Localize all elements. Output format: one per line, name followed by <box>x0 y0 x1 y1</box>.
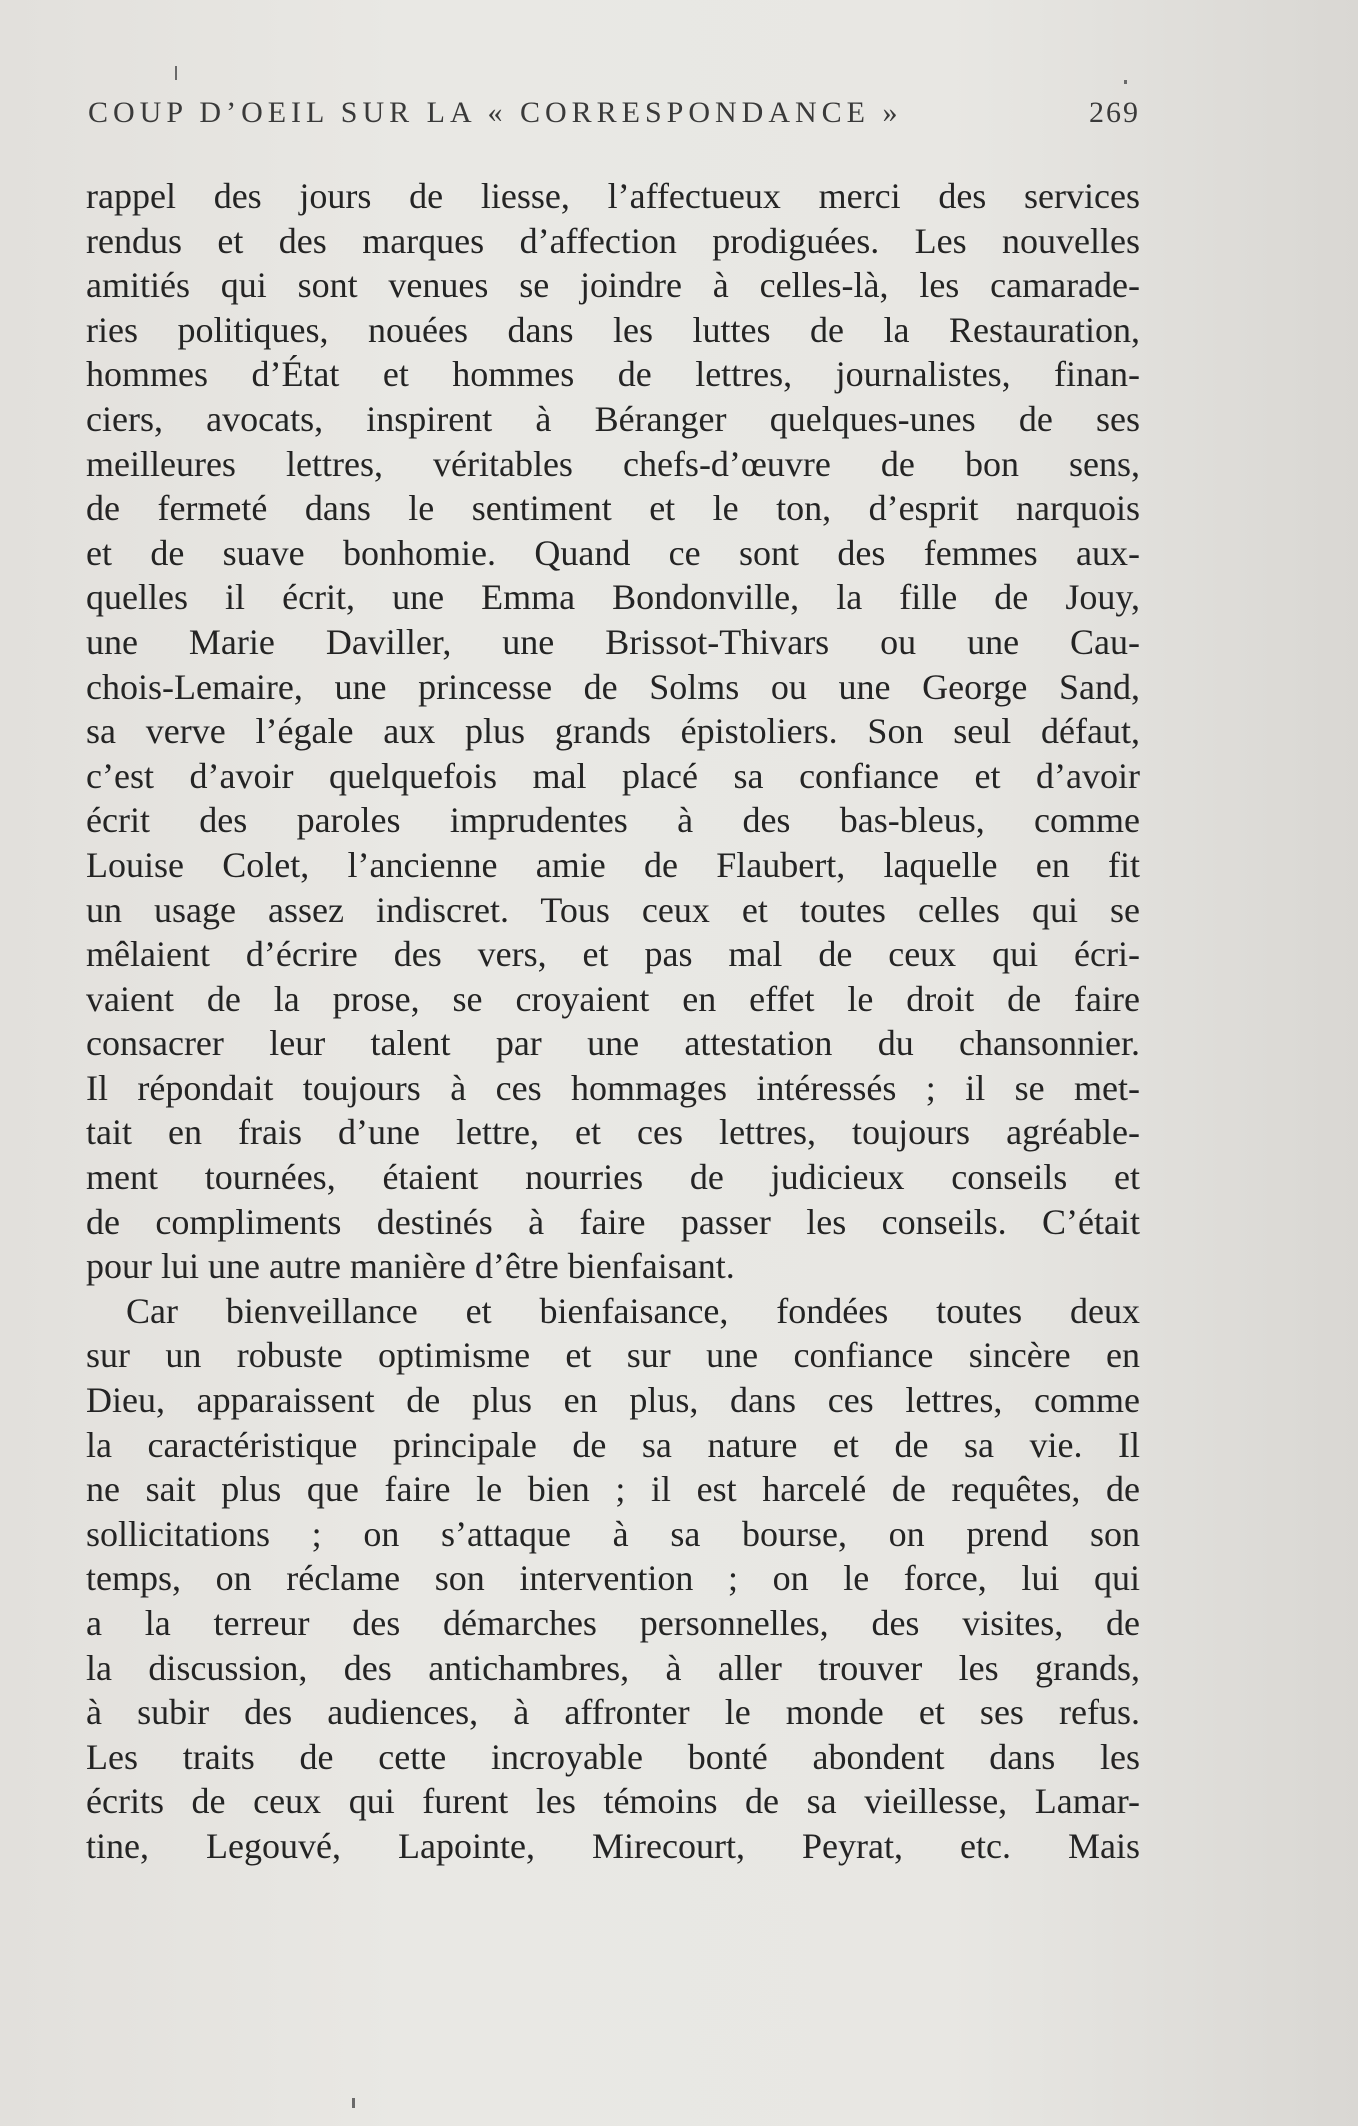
text-line: sa verve l’égale aux plus grands épistoliers. Son seul défaut, <box>86 711 1140 752</box>
text-line: la caractéristique principale de sa nature et de sa vie. Il <box>86 1424 1140 1465</box>
text-line: quelles il écrit, une Emma Bondonville, la fille de Jouy, <box>86 577 1140 618</box>
text-line: vaient de la prose, se croyaient en effet le droit de faire <box>86 978 1140 1019</box>
ink-speck-corner <box>1124 80 1127 84</box>
text-line: temps, on réclame son intervention ; on le force, lui qui <box>86 1558 1140 1599</box>
ink-speck-bottom <box>352 2098 355 2108</box>
text-line: consacrer leur talent par une attestation du chansonnier. <box>86 1023 1140 1064</box>
text-line: a la terreur des démarches personnelles, des visites, de <box>86 1603 1140 1643</box>
text-line: Dieu, apparaissent de plus en plus, dans ces lettres, comme <box>86 1380 1140 1421</box>
body-text <box>86 174 1140 1869</box>
text-line: sur un robuste optimisme et sur une confiance sincère en <box>86 1335 1140 1376</box>
paragraph <box>86 1289 1140 1869</box>
page-number: 269 <box>1089 96 1140 129</box>
text-line: ment tournées, étaient nourries de judicieux conseils et <box>86 1157 1140 1198</box>
text-line: un usage assez indiscret. Tous ceux et toutes celles qui se <box>86 889 1140 930</box>
text-line: pour lui une autre manière d’être bienfaisant. <box>86 1246 735 1287</box>
text-line: ne sait plus que faire le bien ; il est harcelé de requêtes, de <box>86 1469 1140 1510</box>
text-line: amitiés qui sont venues se joindre à celles-là, les camarade- <box>86 265 1140 306</box>
text-line: Les traits de cette incroyable bonté abondent dans les <box>86 1736 1140 1777</box>
text-line: hommes d’État et hommes de lettres, journalistes, finan- <box>86 354 1140 395</box>
paragraph <box>86 174 1140 1289</box>
text-line: meilleures lettres, véritables chefs-d’œuvre de bon sens, <box>86 443 1140 484</box>
text-line: écrit des paroles imprudentes à des bas-bleus, comme <box>86 800 1140 841</box>
text-line: de compliments destinés à faire passer les conseils. C’était <box>86 1201 1140 1242</box>
text-line: Il répondait toujours à ces hommages intéressés ; il se met- <box>86 1067 1140 1108</box>
running-head-title: COUP D’OEIL SUR LA « CORRESPONDANCE » <box>88 96 903 129</box>
text-line: tine, Legouvé, Lapointe, Mirecourt, Peyrat, etc. Mais <box>86 1825 1140 1866</box>
text-line: c’est d’avoir quelquefois mal placé sa confiance et d’avoir <box>86 755 1140 796</box>
ink-speck-top <box>175 66 177 80</box>
text-line: rappel des jours de liesse, l’affectueux merci des services <box>86 176 1140 216</box>
text-line: de fermeté dans le sentiment et le ton, d’esprit narquois <box>86 488 1140 529</box>
text-line: Louise Colet, l’ancienne amie de Flaubert, laquelle en fit <box>86 844 1140 885</box>
text-line: tait en frais d’une lettre, et ces lettres, toujours agréable- <box>86 1112 1140 1153</box>
text-line: chois-Lemaire, une princesse de Solms ou une George Sand, <box>86 666 1140 707</box>
text-line: ciers, avocats, inspirent à Béranger quelques-unes de ses <box>86 398 1140 439</box>
text-line: Car bienveillance et bienfaisance, fondées toutes deux <box>126 1290 1140 1331</box>
text-line: à subir des audiences, à affronter le monde et ses refus. <box>86 1692 1140 1733</box>
text-line: rendus et des marques d’affection prodiguées. Les nouvelles <box>86 220 1140 261</box>
text-line: mêlaient d’écrire des vers, et pas mal de ceux qui écri- <box>86 934 1140 975</box>
text-line: une Marie Daviller, une Brissot-Thivars ou une Cau- <box>86 621 1140 662</box>
text-line: la discussion, des antichambres, à aller trouver les grands, <box>86 1647 1140 1688</box>
text-line: écrits de ceux qui furent les témoins de sa vieillesse, Lamar- <box>86 1781 1140 1822</box>
text-line: et de suave bonhomie. Quand ce sont des femmes aux- <box>86 532 1140 573</box>
text-line: sollicitations ; on s’attaque à sa bourse, on prend son <box>86 1513 1140 1554</box>
text-line: ries politiques, nouées dans les luttes de la Restauration, <box>86 309 1140 350</box>
running-head <box>88 96 1140 140</box>
